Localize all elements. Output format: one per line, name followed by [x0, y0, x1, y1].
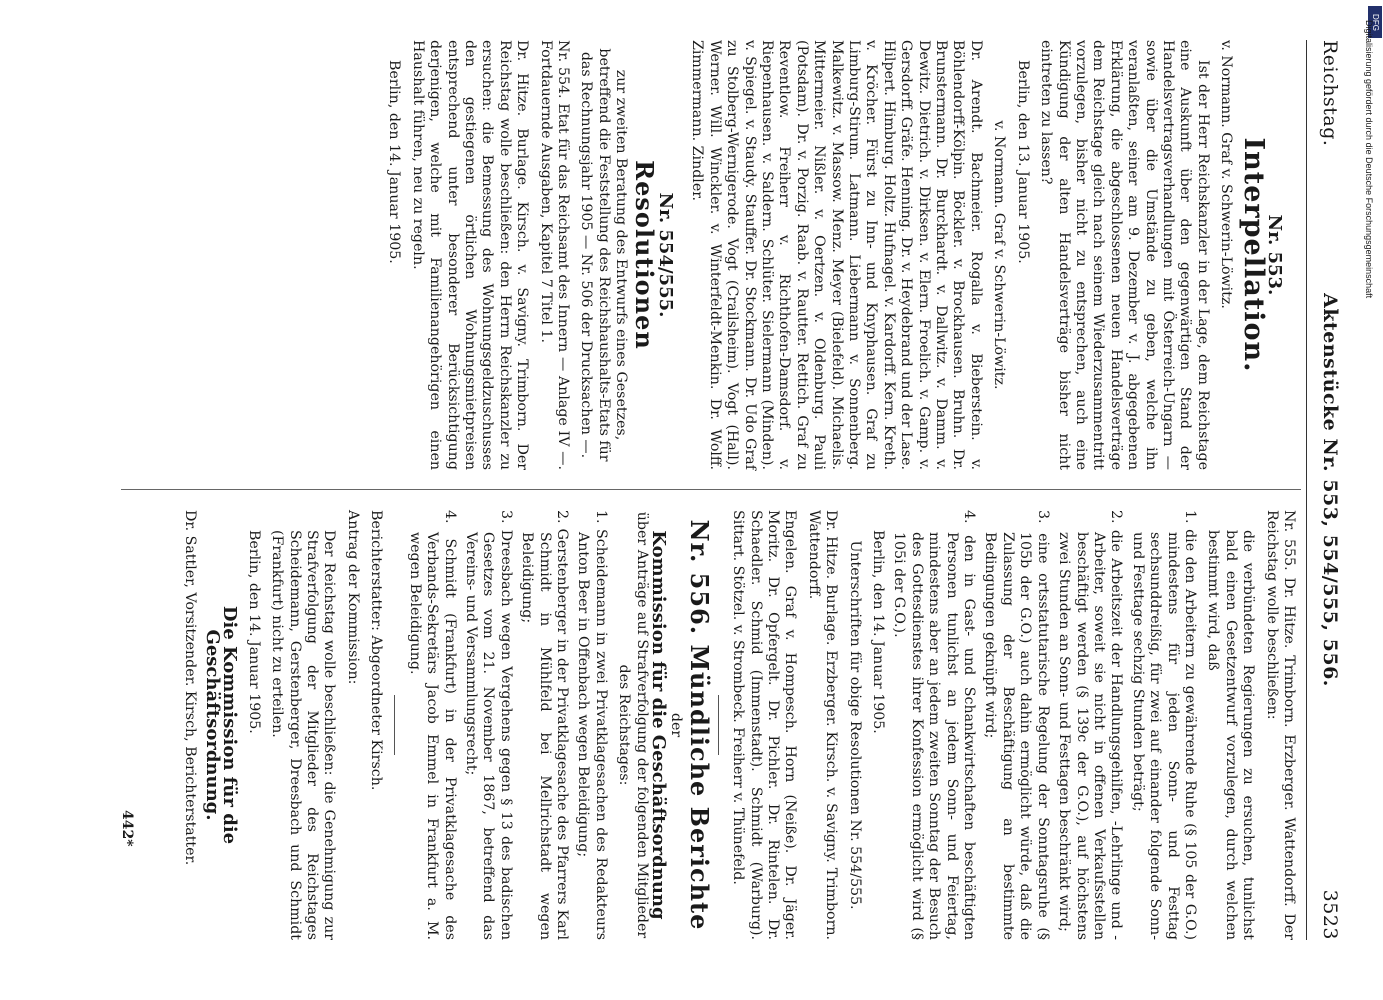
list-item: 3. Dreesbach wegen Vergehens gegen § 13 des badischen Gesetzes vom 21. November 1867, betreffend das Vereins- und Versammlungsrecht;: [462, 510, 514, 940]
page-number: 3523: [1319, 889, 1341, 940]
side-note: [1362, 20, 1376, 720]
nr-556-title: Nr. 556. Mündliche Berichte: [684, 519, 714, 931]
interpellation-text: Ist der Herr Reichskanzler in der Lage, dem Reichstage eine Auskunft über den gegenwärtigen Stand der Handelsvertragsverhandlungen mit Österreich-Ungarn — sowie über die Umstände zu geben, welche ihn veranlaßten, seiner am 9. Dezember v. J. abgegebenen Erklärung, die abgeschlossenen neuen Handelsverträge dem Reichstage gleich nach seinem Wiederzusammentritt vorzulegen, bisher nicht zu entsprechen, auch eine Kündigung der alten Handelsverträge bisher nicht eintreten zu lassen?: [1038, 40, 1211, 470]
kommission-closing: Die Kommission für die Geschäftsordnung.: [202, 605, 241, 845]
side-note-text: Digitalisierung gefördert durch die Deutsche Forschungsgemeinschaft: [1364, 20, 1374, 299]
list-item: 4. den in Gast- und Schankwirtschaften beschäftigten Personen tunlichst an jedem Sonn- und Feiertag, mindestens aber an jedem zweiten Sonntag der Besuch des Gottesdienstes ihrer Konfession ermöglicht wird (§ 105i der G.O.).: [891, 510, 978, 940]
nr-553: Nr. 553.: [1264, 214, 1285, 296]
nr-555-intro: die verbündeten Regierungen zu ersuchen, tunlichst bald einen Gesetzentwurf vorzulegen, durch welchen bestimmt wird, daß: [1205, 530, 1257, 940]
antrag-text: Der Reichstag wolle beschließen: die Genehmigung zur Strafverfolgung der Mitglieder des Reichstages Scheidemann, Gerstenberger, Dreesbach und Schmidt (Frankfurt) nicht zu erteilen.: [269, 530, 338, 940]
nr-554-text: Dr. Hitze. Burlage. Kirsch. v. Savigny. Trimborn. Der Reichstag wolle beschließen: den Herrn Reichskanzler zu ersuchen: die Bemessung des Wohnungsgeldzuschusses den gestiegenen örtlichen Wohnungsmietpreisen entsprechend unter besonderer Berücksichtigung derjenigen, welche mit Familienangehörigen einen Haushalt führen, neu zu regeln.: [409, 40, 531, 470]
right-column: [174, 510, 1297, 940]
list-item: 2. die Arbeitszeit der Handlungsgehilfen, -Lehrlinge und -Arbeiter, soweit sie nicht in offenen Verkaufsstellen beschäftigt werden (§ 139c der G.O.), auf höchstens zwei Stunden an Sonn- und Festtagen beschränkt wird;: [1056, 510, 1125, 940]
signatures-2: Engelen. Graf v. Hompesch. Horn (Neiße). Dr. Jäger. Moritz. Dr. Opfergelt. Dr. Pichler. Dr. Rintelen. Dr. Schaedler. Schmid (Immenstadt). Schmidt (Warburg). Sittart. Stötzel. v. Strombeck. Freiherr v. Thünefeld.: [730, 510, 799, 940]
nr-555-heading: Nr. 555. Dr. Hitze. Trimborn. Erzberger. Wattendorff. Der Reichstag wolle beschließen:: [1263, 510, 1297, 940]
header-center: Aktenstücke Nr. 553, 554/555, 556.: [1319, 293, 1341, 687]
list-item: 4. Schmidt (Frankfurt) in der Privatklagesache des Verbands-Sekretärs Jacob Emmel in Frankfurt a. M. wegen Beleidigung.: [406, 510, 458, 940]
page-header: [1311, 40, 1341, 940]
kommission-title: Kommission für die Geschäftsordnung: [648, 530, 669, 920]
date-3: Berlin, den 14. Januar 1905.: [870, 530, 887, 734]
list-item: 1. die den Arbeitern zu gewährende Ruhe (§ 105 der G.O.) mindestens für jeden Sonn- und Festtag sechsunddreißig, für zwei auf einander folgende Sonn- und Festtage sechzig Stunden beträgt;: [1129, 510, 1198, 940]
signer-list: Dr. Arendt. Bachmeier. Rogalla v. Bieberstein. v. Böhlendorff-Kölpin. Böckler. v. Brockhausen. Bruhn. Dr. Brunstermann. Dr. Burckhardt. v. Dallwitz. v. Damm. v. Dewitz. Dietrich. v. Dirksen. v. Elern. Froelich. v. Gamp. v. Gersdorff. Gräfe. Henning. Dr. v. Heydebrand und der Lase. Hilpert. Himburg. Holtz. Hufnagel. v. Kardorff. Kern. Kreth. v. Kröcher. Fürst zu Inn- und Knyphausen. Graf zu Limburg-Stirum. Latmann. Liebermann v. Sonnenberg. Malkewitz. v. Massow. Menz. Meyer (Bielefeld). Michaelis. Mittermeier. Nißler. v. Oertzen. v. Oldenburg. Pauli (Potsdam). Dr. v. Porzig. Raab. v. Rautter. Rettich. Graf zu Reventlow. Freiherr v. Richthofen-Damsdorf. v. Riepenhausen. v. Saldern. Schlüter. Sielermann (Minden). v. Spiegel. v. Staudy. Stauffer. Dr. Stockmann. Dr. Udo Graf zu Stolberg-Wernigerode. Vogt (Crailsheim). Vogt (Hall). Werner. Will. Winckler. v. Winterfeldt-Menkin. Dr. Wolff. Zimmermann. Zindler.: [689, 40, 984, 470]
dfg-logo: DFG: [1368, 6, 1382, 38]
separator: [394, 695, 395, 755]
interpellation-title: Interpellation.: [1237, 137, 1269, 373]
der-label: der: [668, 712, 685, 738]
signers-lead: v. Normann. Graf v. Schwerin-Löwitz.: [991, 120, 1008, 390]
date-1: Berlin, den 13. Januar 1905.: [1014, 60, 1031, 264]
final-signatures: Dr. Sattler, Vorsitzender. Kirsch, Berichterstatter.: [181, 510, 198, 866]
list-item: 2. Gerstenberger in der Privatklagesache des Pfarrers Karl Schmidt in Mühlfeld bei Mellrichstadt wegen Beleidigung;: [519, 510, 570, 940]
date-4: Berlin, den 14. Januar 1905.: [245, 530, 262, 734]
header-left: Reichstag.: [1319, 40, 1341, 147]
separator: [718, 695, 719, 755]
list-item: 1. Scheidemann in zwei Privatklagesachen des Redakteurs Anton Beer in Offenbach wegen Beleidigung;: [575, 510, 609, 940]
antrag-label: Antrag der Kommission:: [344, 510, 361, 685]
interpellation-authors: v. Normann. Graf v. Schwerin-Löwitz.: [1218, 40, 1235, 309]
resolutionen-title: Resolutionen: [629, 160, 659, 350]
ueber-antraege: über Anträge auf Strafverfolgung der folgenden Mitglieder des Reichstages:: [616, 511, 650, 939]
unterschriften-heading: Unterschriften für obige Resolutionen Nr. 554/555.: [846, 540, 863, 910]
column-divider: [121, 489, 1301, 490]
resolutionen-intro: zur zweiten Beratung des Entwurfs eines Gesetzes, betreffend die Feststellung des Reichshaushalts-Etats für das Rechnungsjahr 1905 — Nr. 506 der Drucksachen —.: [578, 48, 630, 462]
berichterstatter: Berichterstatter: Abgeordneter Kirsch.: [368, 510, 385, 791]
date-2: Berlin, den 14. Januar 1905.: [386, 60, 403, 264]
nr-554-heading: Nr. 554. Etat für das Reichsamt des Innern — Anlage IV —. Fortdauernde Ausgaben, Kapitel 7 Titel 1.: [537, 40, 571, 470]
header-rule: [1306, 40, 1307, 940]
list-item: 3. eine ortsstatutarische Regelung der Sonntagsruhe (§ 105b der G.O.) auch dahin ermöglicht würde, daß die Zulassung der Beschäftigung an bestimmte Bedingungen geknüpft wird;: [982, 510, 1051, 940]
sheet-mark: 442*: [119, 810, 135, 847]
signatures-1: Dr. Hitze. Burlage. Erzberger. Kirsch. v. Savigny. Trimborn. Wattendorff.: [805, 510, 840, 940]
left-column: [379, 40, 1297, 470]
nr-554-555: Nr. 554/555.: [655, 192, 676, 318]
